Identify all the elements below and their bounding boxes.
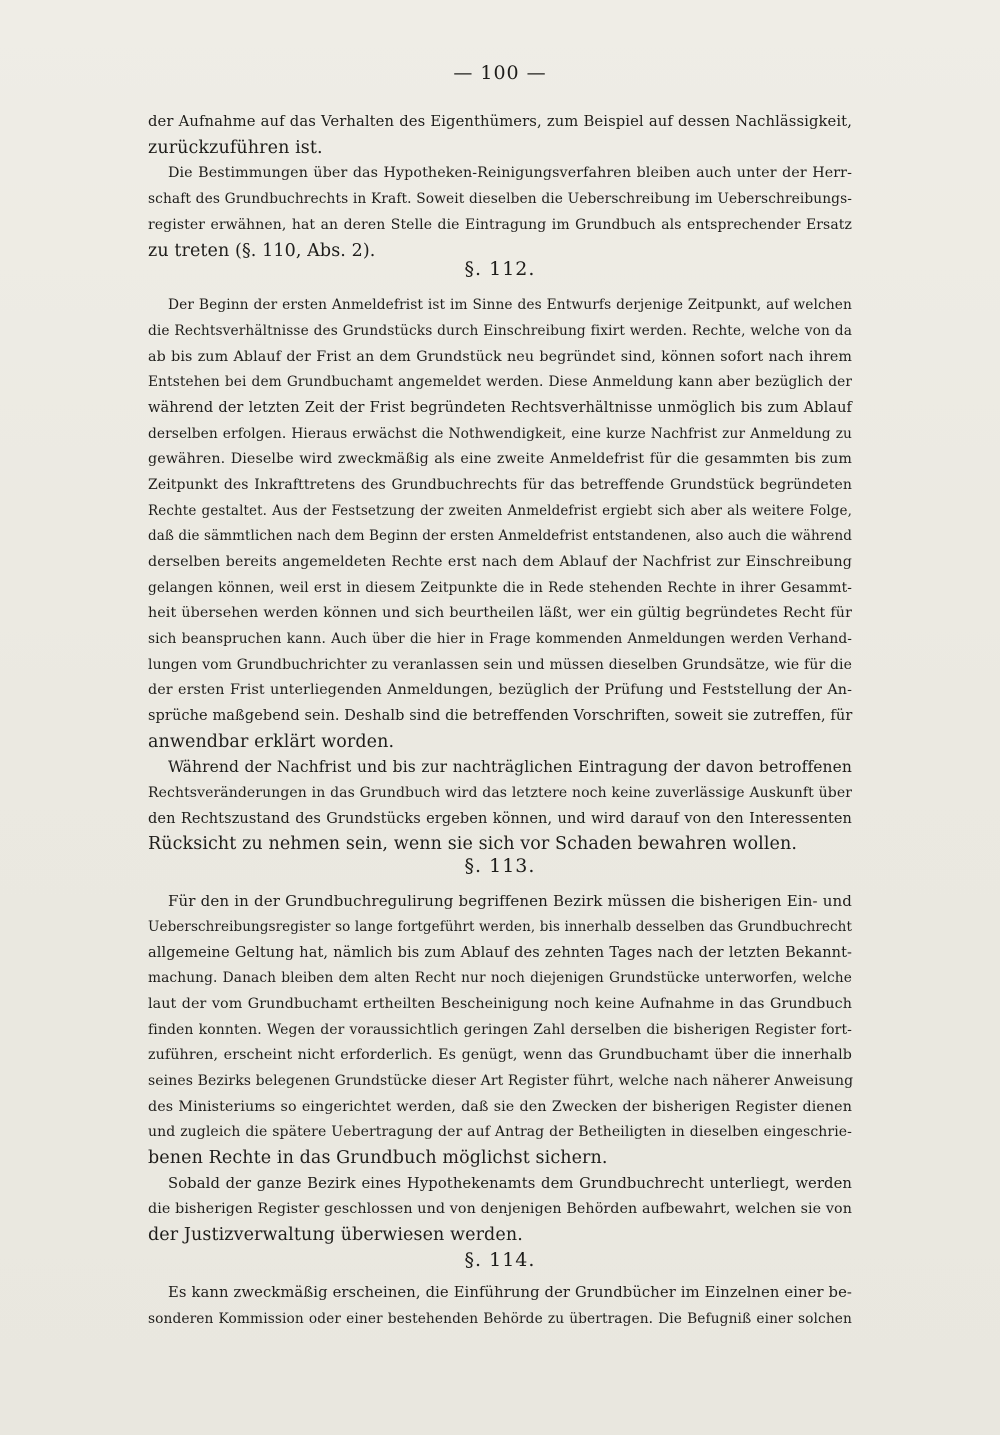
text-line: finden konnten. Wegen der voraussichtlich geringen Zahl derselben die bisherigen Register fort- [148, 1022, 852, 1038]
text-line: den Rechtszustand des Grundstücks ergeben können, und wird darauf von den Interessenten [148, 811, 852, 827]
text-line: sonderen Kommission oder einer bestehenden Behörde zu übertragen. Die Befugniß einer solchen [148, 1311, 852, 1327]
text-line: Rechte gestaltet. Aus der Festsetzung der zweiten Anmeldefrist ergiebt sich aber als weitere Folge, [148, 503, 852, 519]
text-line: der ersten Frist unterliegenden Anmeldungen, bezüglich der Prüfung und Feststellung der An- [148, 682, 852, 698]
text-line: die bisherigen Register geschlossen und von denjenigen Behörden aufbewahrt, welchen sie von [148, 1201, 852, 1217]
section-heading: §. 113. [464, 855, 536, 877]
text-line: Zeitpunkt des Inkrafttretens des Grundbuchrechts für das betreffende Grundstück begründeten [148, 477, 852, 493]
text-line: sich beanspruchen kann. Auch über die hier in Frage kommenden Anmeldungen werden Verhand- [148, 631, 852, 647]
text-line: anwendbar erklärt worden. [148, 732, 395, 752]
text-line: die Rechtsverhältnisse des Grundstücks durch Einschreibung fixirt werden. Rechte, welche von da [148, 323, 852, 339]
text-line: gewähren. Dieselbe wird zweckmäßig als eine zweite Anmeldefrist für die gesammten bis zum [148, 451, 852, 467]
text-line: schaft des Grundbuchrechts in Kraft. Soweit dieselben die Ueberschreibung im Ueberschreibungs- [148, 191, 852, 207]
text-line: seines Bezirks belegenen Grundstücke dieser Art Register führt, welche nach näherer Anweisung [148, 1073, 854, 1089]
text-line: machung. Danach bleiben dem alten Recht nur noch diejenigen Grundstücke unterworfen, welche [148, 970, 852, 986]
text-line: derselben erfolgen. Hieraus erwächst die Nothwendigkeit, eine kurze Nachfrist zur Anmeldung zu [148, 426, 852, 442]
text-line: sprüche maßgebend sein. Deshalb sind die betreffenden Vorschriften, soweit sie zutreffen, für [148, 708, 853, 724]
text-line: des Ministeriums so eingerichtet werden, daß sie den Zwecken der bisherigen Register dienen [148, 1099, 852, 1115]
text-line: daß die sämmtlichen nach dem Beginn der ersten Anmeldefrist entstandenen, also auch die während [148, 528, 853, 544]
text-line: Entstehen bei dem Grundbuchamt angemeldet werden. Diese Anmeldung kann aber bezüglich der [148, 374, 852, 390]
text-line: heit übersehen werden können und sich beurtheilen läßt, wer ein gültig begründetes Recht für [148, 605, 852, 621]
text-line: Der Beginn der ersten Anmeldefrist ist im Sinne des Entwurfs derjenige Zeitpunkt, auf welchen [168, 297, 852, 313]
text-line: zu treten (§. 110, Abs. 2). [148, 241, 376, 261]
text-line: ab bis zum Ablauf der Frist an dem Grundstück neu begründet sind, können sofort nach ihrem [148, 349, 852, 365]
text-line: Die Bestimmungen über das Hypotheken-Reinigungsverfahren bleiben auch unter der Herr- [168, 165, 852, 181]
text-line: gelangen können, weil erst in diesem Zeitpunkte die in Rede stehenden Rechte in ihrer Gesammt- [148, 580, 852, 596]
text-line: und zugleich die spätere Uebertragung der auf Antrag der Betheiligten in dieselben eingeschrie- [148, 1124, 852, 1140]
text-line: Rücksicht zu nehmen sein, wenn sie sich vor Schaden bewahren wollen. [148, 834, 798, 854]
text-line: Sobald der ganze Bezirk eines Hypothekenamts dem Grundbuchrecht unterliegt, werden [168, 1175, 852, 1192]
text-line: register erwähnen, hat an deren Stelle die Eintragung im Grundbuch als entsprechender Ersatz [148, 217, 852, 233]
text-line: laut der vom Grundbuchamt ertheilten Bescheinigung noch keine Aufnahme in das Grundbuch [148, 996, 852, 1012]
text-line: Es kann zweckmäßig erscheinen, die Einführung der Grundbücher im Einzelnen einer be- [168, 1284, 852, 1301]
text-line: allgemeine Geltung hat, nämlich bis zum Ablauf des zehnten Tages nach der letzten Bekannt- [148, 945, 852, 961]
text-line: zurückzuführen ist. [148, 138, 323, 158]
text-line: Ueberschreibungsregister so lange fortgeführt werden, bis innerhalb desselben das Grundbuchrecht [148, 919, 852, 935]
text-line: derselben bereits angemeldeten Rechte erst nach dem Ablauf der Nachfrist zur Einschreibung [148, 554, 852, 570]
text-line: während der letzten Zeit der Frist begründeten Rechtsverhältnisse unmöglich bis zum Ablauf [148, 400, 852, 416]
text-line: Für den in der Grundbuchregulirung begriffenen Bezirk müssen die bisherigen Ein- und [168, 892, 852, 910]
text-line: Während der Nachfrist und bis zur nachträglichen Eintragung der davon betroffenen [168, 758, 852, 776]
section-heading: §. 114. [464, 1249, 536, 1271]
text-line: zuführen, erscheint nicht erforderlich. Es genügt, wenn das Grundbuchamt über die innerhalb [148, 1047, 852, 1063]
text-line: der Aufnahme auf das Verhalten des Eigenthümers, zum Beispiel auf dessen Nachlässigkeit, [148, 113, 852, 130]
section-heading: §. 112. [464, 258, 536, 280]
text-line: benen Rechte in das Grundbuch möglichst sichern. [148, 1148, 608, 1168]
text-line: der Justizverwaltung überwiesen werden. [148, 1225, 523, 1245]
text-line: Rechtsveränderungen in das Grundbuch wird das letztere noch keine zuverlässige Auskunft über [148, 785, 852, 801]
page-number: — 100 — [453, 62, 547, 84]
text-line: lungen vom Grundbuchrichter zu veranlassen sein und müssen dieselben Grundsätze, wie für die [148, 657, 852, 673]
